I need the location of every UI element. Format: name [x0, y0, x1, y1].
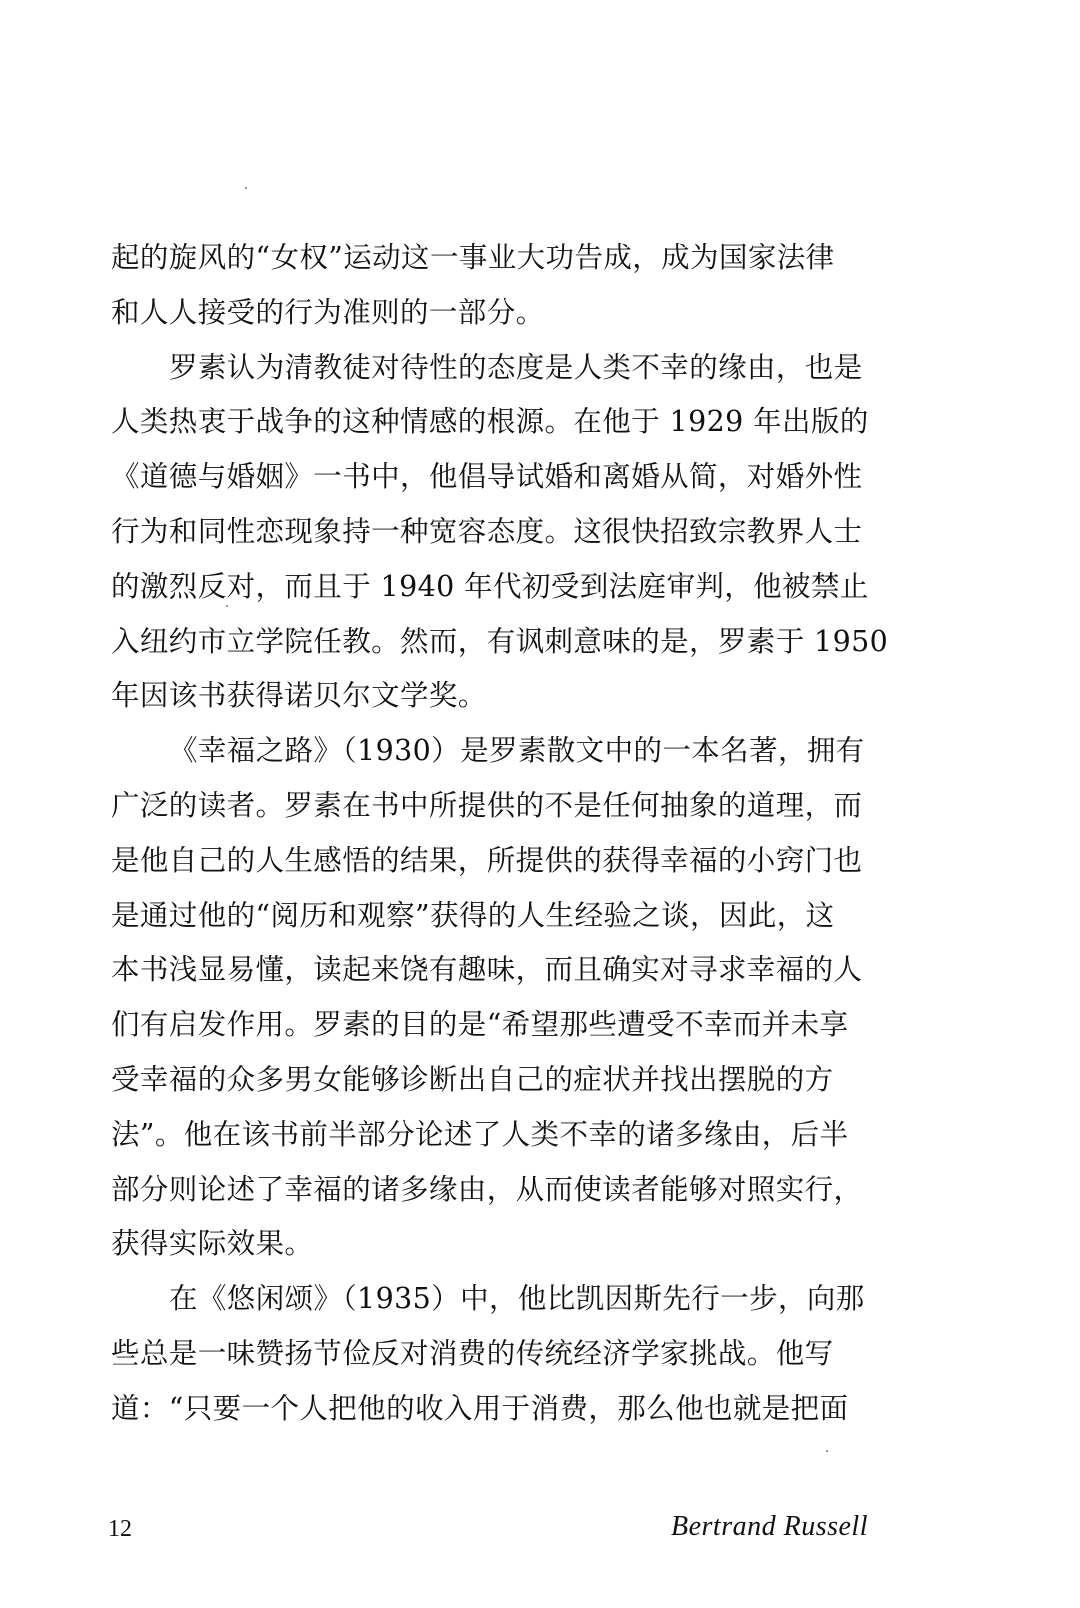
paragraph-first-line: 罗素认为清教徒对待性的态度是人类不幸的缘由，也是 — [169, 350, 863, 384]
scan-speck — [245, 187, 247, 189]
text-line: 行为和同性恋现象持一种宽容态度。这很快招致宗教界人士 — [111, 514, 863, 548]
text-line: 是通过他的“阅历和观察”获得的人生经验之谈，因此，这 — [111, 898, 835, 932]
text-line: 是他自己的人生感悟的结果，所提供的获得幸福的小窍门也 — [111, 843, 863, 877]
text-line: 人类热衷于战争的这种情感的根源。在他于 1929 年出版的 — [111, 405, 869, 439]
paragraph-first-line: 《幸福之路》（1930）是罗素散文中的一本名著，拥有 — [169, 734, 865, 768]
scan-speck — [826, 1450, 828, 1452]
text-line: 法”。他在该书前半部分论述了人类不幸的诸多缘由，后半 — [111, 1117, 849, 1151]
text-line: 受幸福的众多男女能够诊断出自己的症状并找出摆脱的方 — [111, 1062, 834, 1096]
text-line: 部分则论述了幸福的诸多缘由，从而使读者能够对照实行， — [111, 1172, 863, 1206]
text-line: 的激烈反对，而且于 1940 年代初受到法庭审判，他被禁止 — [111, 569, 869, 603]
text-line: 入纽约市立学院任教。然而，有讽刺意味的是，罗素于 1950 — [111, 624, 889, 658]
text-line: 些总是一味赞扬节俭反对消费的传统经济学家挑战。他写 — [111, 1336, 834, 1370]
text-line: 《道德与婚姻》一书中，他倡导试婚和离婚从简，对婚外性 — [111, 460, 863, 494]
text-line: 和人人接受的行为准则的一部分。 — [111, 295, 545, 329]
running-footer-title: Bertrand Russell — [671, 1511, 868, 1542]
text-line: 年因该书获得诺贝尔文学奖。 — [111, 679, 487, 713]
scan-speck — [226, 605, 228, 607]
text-line: 获得实际效果。 — [111, 1227, 314, 1261]
text-line: 本书浅显易懂，读起来饶有趣味，而且确实对寻求幸福的人 — [111, 953, 863, 987]
body-text — [111, 231, 889, 1437]
text-line: 起的旋风的“女权”运动这一事业大功告成，成为国家法律 — [111, 241, 835, 274]
page-number: 12 — [108, 1516, 132, 1542]
paragraph-first-line: 在《悠闲颂》（1935）中，他比凯因斯先行一步，向那 — [169, 1282, 865, 1316]
text-line: 广泛的读者。罗素在书中所提供的不是任何抽象的道理，而 — [111, 788, 863, 822]
text-line: 们有启发作用。罗素的目的是“希望那些遭受不幸而并未享 — [111, 1008, 849, 1042]
text-line: 道：“只要一个人把他的收入用于消费，那么他也就是把面 — [111, 1391, 849, 1425]
